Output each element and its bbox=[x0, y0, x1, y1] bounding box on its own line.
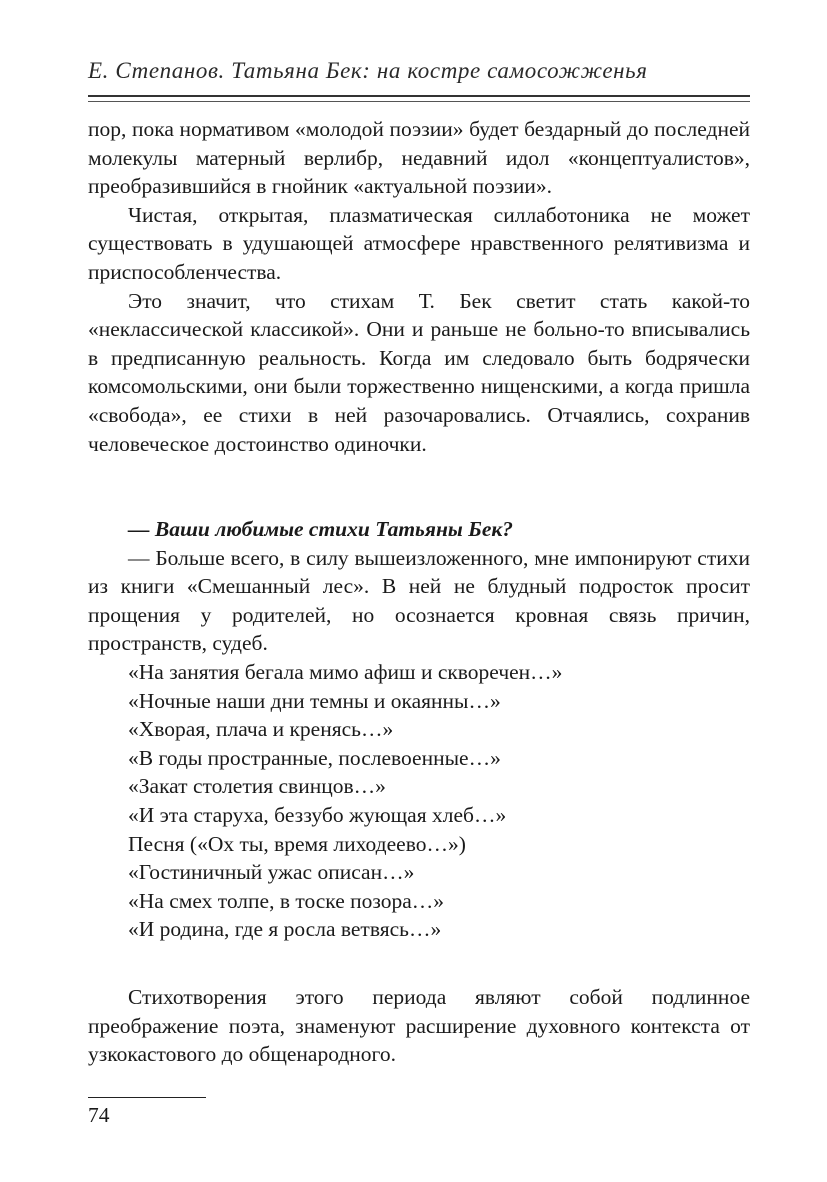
header-rule-thick bbox=[88, 95, 750, 97]
footer-rule bbox=[88, 1097, 206, 1098]
verse-line: «Гостиничный ужас описан…» bbox=[128, 860, 415, 885]
verse-list bbox=[88, 658, 750, 944]
header-rule-thin bbox=[88, 101, 750, 102]
text-block-closing bbox=[88, 983, 750, 1069]
paragraph-neoclassic: Это значит, что стихам Т. Бек светит стать какой-то «неклассической классикой». Они и раньше не больно-то вписывались в предписанную реальность. Когда им следовало быть бодрячески комсомольскими, они были торжественно нищенскими, а когда пришла «свобода», ее стихи в ней разочаровались. Отчаялись, сохранив человеческое достоинство одиночки. bbox=[88, 288, 750, 456]
verse-line: «На смех толпе, в тоске позора…» bbox=[128, 888, 445, 913]
interview-answer: — Больше всего, в силу вышеизложенного, мне импонируют стихи из книги «Смешанный лес». В ней не блудный подросток просит прощения у родителей, но осознается кровная связь причин, пространств, судеб. bbox=[88, 545, 750, 656]
verse-line: «И эта старуха, беззубо жующая хлеб…» bbox=[128, 802, 507, 827]
paragraph-syllabotonic: Чистая, открытая, плазматическая силлаботоника не может существовать в удушающей атмосфере нравственного релятивизма и приспособленчества. bbox=[88, 202, 750, 284]
verse-line: «И родина, где я росла ветвясь…» bbox=[128, 917, 442, 942]
page-number: 74 bbox=[88, 1103, 110, 1127]
text-block-interview bbox=[88, 515, 750, 944]
interview-question: — Ваши любимые стихи Татьяны Бек? bbox=[128, 517, 514, 541]
verse-line: «Закат столетия свинцов…» bbox=[128, 774, 386, 799]
paragraph-continuation: пор, пока нормативом «молодой поэзии» будет бездарный до последней молекулы матерный верлибр, недавний идол «концептуалистов», преобразившийся в гнойник «актуальной поэзии». bbox=[88, 117, 750, 199]
verse-line: «Ночные наши дни темны и окаянны…» bbox=[128, 688, 501, 713]
verse-line: «В годы пространные, послевоенные…» bbox=[128, 745, 501, 770]
verse-line: Песня («Ох ты, время лиходеево…») bbox=[128, 831, 466, 856]
verse-line: «На занятия бегала мимо афиш и скворечен…» bbox=[128, 659, 563, 684]
paragraph-closing: Стихотворения этого периода являют собой подлинное преображение поэта, знаменуют расширение духовного контекста от узкокастового до общенародного. bbox=[88, 985, 750, 1067]
running-header: Е. Степанов. Татьяна Бек: на костре самосожженья bbox=[88, 58, 648, 83]
text-block-top bbox=[88, 115, 750, 458]
verse-line: «Хворая, плача и кренясь…» bbox=[128, 717, 394, 742]
